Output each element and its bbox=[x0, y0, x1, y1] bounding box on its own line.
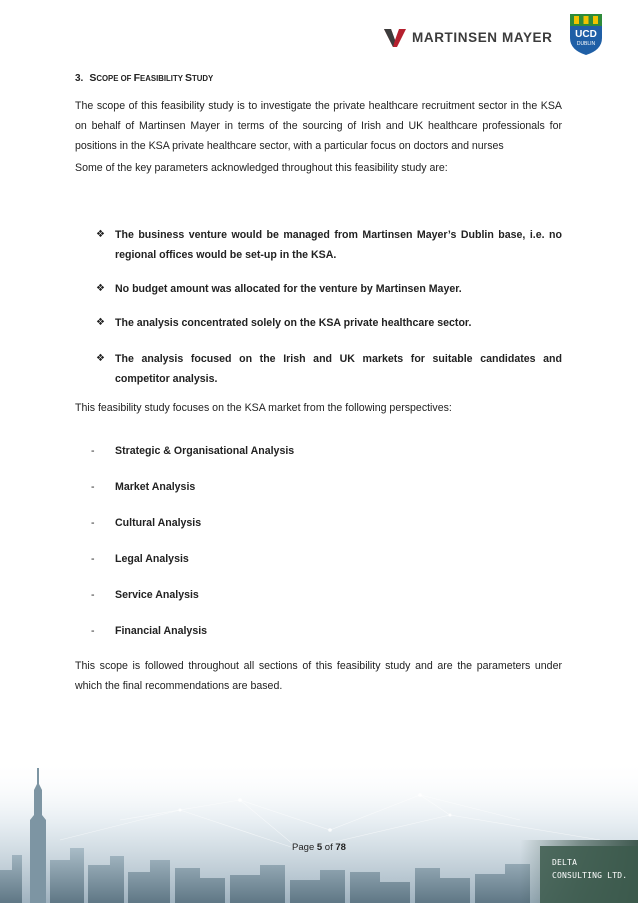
perspective-text: Market Analysis bbox=[115, 481, 196, 493]
bullet-text: The analysis focused on the Irish and UK markets for suitable candidates and competitor analysis. bbox=[115, 353, 562, 385]
dash-marker: - bbox=[91, 517, 95, 529]
heading-word: EASIBILITY bbox=[140, 74, 185, 83]
delta-line1: DELTA bbox=[552, 858, 578, 867]
bullet-text: No budget amount was allocated for the venture by Martinsen Mayer. bbox=[115, 283, 462, 295]
perspective-text: Strategic & Organisational Analysis bbox=[115, 445, 295, 457]
closing-paragraph: This scope is followed throughout all sections of this feasibility study and are the parameters under which the final recommendations are based. bbox=[75, 660, 562, 692]
dash-marker: - bbox=[91, 481, 95, 493]
diamond-bullet-icon: ❖ bbox=[96, 283, 105, 294]
ucd-text: UCD bbox=[575, 29, 597, 40]
page-current: 5 bbox=[316, 842, 323, 853]
page-of: of bbox=[322, 842, 336, 853]
perspective-item bbox=[91, 585, 199, 605]
bullet-text: The analysis concentrated solely on the KSA private healthcare sector. bbox=[115, 317, 472, 329]
perspective-text: Cultural Analysis bbox=[115, 517, 202, 529]
dash-marker: - bbox=[91, 553, 95, 565]
page-prefix: Page bbox=[292, 842, 317, 853]
perspectives-intro-paragraph: This feasibility study focuses on the KSA market from the following perspectives: bbox=[75, 402, 452, 414]
heading-letter: S bbox=[89, 72, 97, 84]
dash-marker: - bbox=[91, 589, 95, 601]
martinsen-mayer-logo bbox=[384, 24, 553, 50]
heading-word: COPE OF bbox=[96, 74, 134, 83]
parameter-bullet bbox=[96, 349, 562, 389]
diamond-bullet-icon: ❖ bbox=[96, 317, 105, 328]
dash-marker: - bbox=[91, 445, 95, 457]
parameter-bullet bbox=[96, 279, 562, 299]
parameters-intro-paragraph: Some of the key parameters acknowledged throughout this feasibility study are: bbox=[75, 162, 448, 174]
perspective-item bbox=[91, 549, 189, 569]
parameter-bullet bbox=[96, 313, 562, 333]
perspective-item bbox=[91, 441, 294, 461]
page-total: 78 bbox=[335, 842, 346, 853]
ucd-dublin-crest-icon bbox=[568, 12, 604, 56]
parameter-bullet bbox=[96, 225, 562, 265]
martinsen-mayer-mark-icon bbox=[384, 26, 406, 48]
delta-consulting-logo bbox=[552, 856, 632, 882]
perspective-text: Legal Analysis bbox=[115, 553, 189, 565]
dublin-text: DUBLIN bbox=[576, 41, 596, 47]
heading-word: TUDY bbox=[191, 74, 214, 83]
intro-paragraph: The scope of this feasibility study is to investigate the private healthcare recruitment sector in the KSA on behalf of Martinsen Mayer in terms of the sourcing of Irish and UK healthcare professionals for positions in the KSA private healthcare sector, with a particular focus on doctors and nurses bbox=[75, 100, 562, 152]
perspective-text: Service Analysis bbox=[115, 589, 199, 601]
delta-line2: CONSULTING LTD. bbox=[552, 871, 628, 880]
bullet-text: The business venture would be managed from Martinsen Mayer’s Dublin base, i.e. no regional offices would be set-up in the KSA. bbox=[115, 229, 562, 261]
diamond-bullet-icon: ❖ bbox=[96, 229, 105, 240]
section-heading bbox=[75, 72, 213, 84]
perspective-item bbox=[91, 513, 201, 533]
dash-marker: - bbox=[91, 625, 95, 637]
perspective-text: Financial Analysis bbox=[115, 625, 208, 637]
diamond-bullet-icon: ❖ bbox=[96, 353, 105, 364]
page-number bbox=[0, 842, 638, 853]
heading-letter: S bbox=[184, 72, 192, 84]
section-number: 3. bbox=[75, 73, 84, 84]
heading-letter: F bbox=[133, 72, 141, 84]
perspective-item bbox=[91, 621, 207, 641]
footer-skyline-image bbox=[0, 760, 638, 903]
perspective-item bbox=[91, 477, 195, 497]
company-name: MARTINSEN MAYER bbox=[412, 29, 553, 45]
